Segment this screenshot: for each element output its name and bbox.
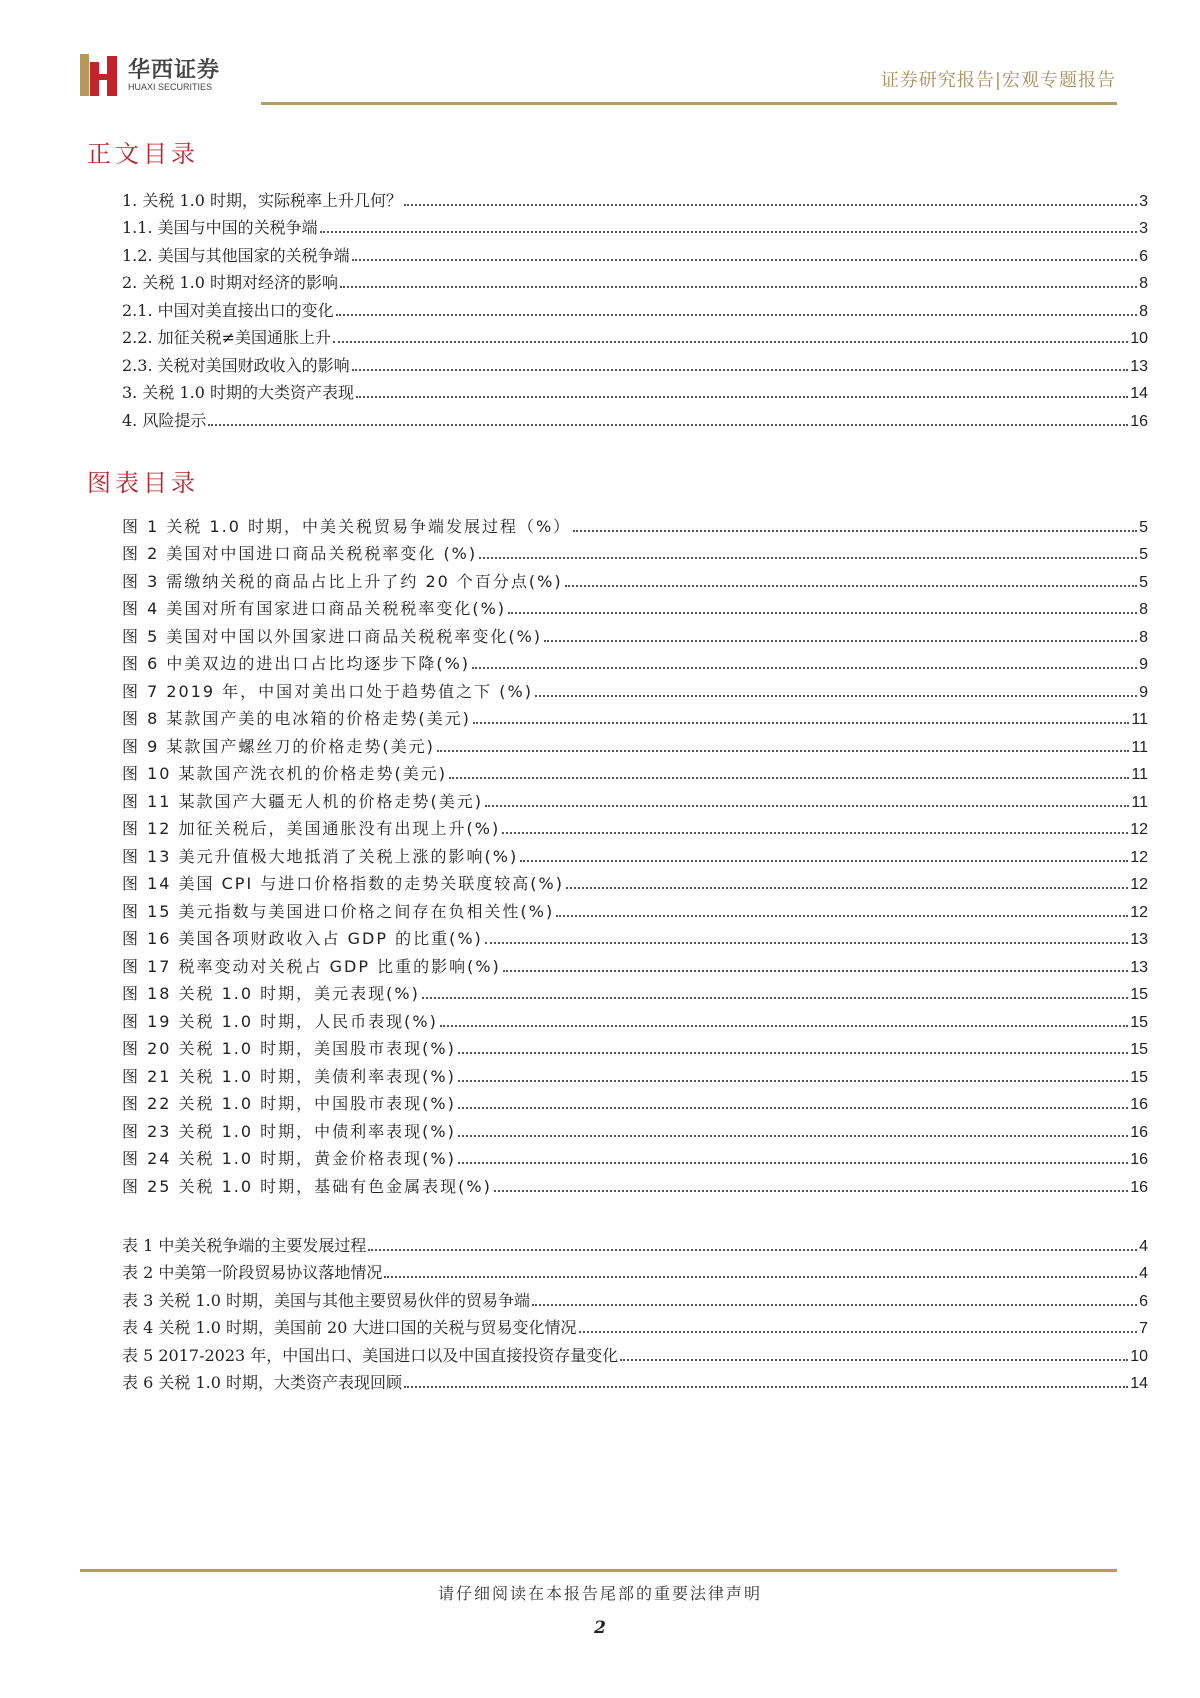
dot-leader: [437, 750, 1130, 752]
dot-leader: [502, 832, 1128, 834]
dot-leader: [458, 1135, 1128, 1137]
entry-label: 图 23 关税 1.0 时期，中债利率表现(%): [122, 1121, 456, 1141]
toc-entry[interactable]: [122, 293, 1148, 321]
entry-page: 10: [1130, 330, 1148, 347]
figure-toc-list: [122, 509, 1148, 1197]
entry-label: 表 4 关税 1.0 时期，美国前 20 大进口国的关税与贸易变化情况: [122, 1318, 577, 1337]
dot-leader: [620, 1359, 1128, 1361]
logo-mark-icon: [80, 54, 120, 96]
dot-leader: [356, 396, 1128, 398]
entry-page: 16: [1130, 412, 1148, 430]
footer-divider: [80, 1569, 1117, 1572]
dot-leader: [320, 231, 1137, 233]
entry-label: 图 9 某款国产螺丝刀的价格走势(美元): [122, 736, 435, 756]
entry-page: 7: [1139, 1320, 1148, 1337]
dot-leader: [404, 1386, 1128, 1388]
entry-label: 图 16 美国各项财政收入占 GDP 的比重(%): [122, 929, 483, 948]
dot-leader: [579, 1331, 1138, 1333]
entry-page: 11: [1131, 738, 1148, 756]
dot-leader: [458, 1080, 1128, 1082]
entry-page: 16: [1130, 1151, 1148, 1168]
entry-page: 13: [1130, 931, 1148, 948]
entry-label: 图 5 美国对中国以外国家进口商品关税税率变化(%): [122, 626, 543, 646]
dot-leader: [336, 314, 1137, 316]
entry-label: 图 3 需缴纳关税的商品占比上升了约 20 个百分点(%): [122, 571, 563, 591]
main-toc-title: 正文目录: [87, 140, 199, 168]
dot-leader: [458, 1052, 1128, 1054]
entry-label: 图 11 某款国产大疆无人机的价格走势(美元): [122, 791, 484, 811]
entry-label: 图 6 中美双边的进出口占比均逐步下降(%): [122, 654, 471, 673]
entry-page: 15: [1130, 1013, 1148, 1031]
entry-label: 2.3. 关税对美国财政收入的影响: [122, 355, 350, 375]
figure-entry[interactable]: [122, 537, 1148, 565]
dot-leader: [352, 259, 1137, 261]
entry-page: 13: [1130, 958, 1148, 976]
figure-entry[interactable]: [122, 949, 1148, 977]
header-divider: [261, 102, 1117, 105]
table-entry[interactable]: [122, 1283, 1148, 1311]
entry-page: 14: [1130, 1375, 1148, 1392]
entry-label: 图 17 税率变动对关税占 GDP 比重的影响(%): [122, 956, 501, 976]
entry-page: 12: [1130, 821, 1148, 838]
dot-leader: [485, 942, 1128, 944]
entry-label: 图 25 关税 1.0 时期，基础有色金属表现(%): [122, 1176, 492, 1196]
entry-page: 6: [1139, 247, 1148, 265]
entry-label: 4. 风险提示: [122, 410, 207, 430]
dot-leader: [333, 341, 1128, 343]
entry-page: 16: [1130, 1096, 1148, 1113]
dot-leader: [508, 612, 1137, 614]
figure-entry[interactable]: [122, 1087, 1148, 1115]
entry-label: 表 2 中美第一阶段贸易协议落地情况: [122, 1263, 383, 1282]
entry-page: 9: [1139, 656, 1148, 673]
entry-page: 16: [1130, 1178, 1148, 1196]
dot-leader: [352, 369, 1129, 371]
dot-leader: [384, 1276, 1137, 1278]
entry-label: 2.2. 加征关税≠美国通胀上升: [122, 328, 332, 347]
entry-page: 15: [1130, 1068, 1148, 1086]
entry-label: 图 13 美元升值极大地抵消了关税上涨的影响(%): [122, 846, 519, 866]
entry-label: 图 20 关税 1.0 时期，美国股市表现(%): [122, 1039, 456, 1058]
table-toc-list: [122, 1228, 1148, 1393]
toc-entry[interactable]: [122, 321, 1148, 349]
huaxi-logo: [80, 54, 220, 96]
dot-leader: [565, 585, 1138, 587]
entry-label: 图 18 关税 1.0 时期，美元表现(%): [122, 984, 420, 1003]
entry-page: 4: [1139, 1237, 1148, 1255]
entry-label: 2. 关税 1.0 时期对经济的影响: [122, 273, 338, 292]
entry-page: 9: [1139, 683, 1148, 701]
figure-entry[interactable]: [122, 812, 1148, 840]
dot-leader: [449, 777, 1129, 779]
figure-entry[interactable]: [122, 867, 1148, 895]
entry-label: 表 3 关税 1.0 时期，美国与其他主要贸易伙伴的贸易争端: [122, 1290, 530, 1310]
dot-leader: [340, 286, 1137, 288]
entry-page: 5: [1139, 518, 1148, 536]
figure-entry[interactable]: [122, 1142, 1148, 1170]
figure-entry[interactable]: [122, 564, 1148, 592]
entry-page: 8: [1139, 275, 1148, 292]
figure-entry[interactable]: [122, 592, 1148, 620]
dot-leader: [573, 530, 1137, 532]
dot-leader: [503, 970, 1128, 972]
entry-label: 1.2. 美国与其他国家的关税争端: [122, 245, 350, 265]
entry-label: 1.1. 美国与中国的关税争端: [122, 218, 318, 237]
logo-name-cn: 华西证券: [128, 57, 221, 83]
table-entry[interactable]: [122, 1256, 1148, 1284]
dot-leader: [556, 915, 1128, 917]
figure-entry[interactable]: [122, 1059, 1148, 1087]
entry-page: 14: [1130, 385, 1148, 402]
figure-entry[interactable]: [122, 784, 1148, 812]
figure-entry[interactable]: [122, 894, 1148, 922]
figure-entry[interactable]: [122, 509, 1148, 537]
dot-leader: [479, 557, 1137, 559]
entry-page: 3: [1139, 220, 1148, 237]
entry-page: 4: [1139, 1265, 1148, 1282]
entry-label: 表 1 中美关税争端的主要发展过程: [122, 1235, 367, 1255]
entry-label: 1. 关税 1.0 时期，实际税率上升几何？: [122, 190, 402, 210]
dot-leader: [520, 860, 1128, 862]
report-type: 证券研究报告|宏观专题报告: [880, 70, 1116, 91]
entry-label: 表 5 2017-2023 年，中国出口、美国进口以及中国直接投资存量变化: [122, 1345, 619, 1365]
dot-leader: [535, 695, 1137, 697]
figure-entry[interactable]: [122, 757, 1148, 785]
dot-leader: [532, 1304, 1137, 1306]
dot-leader: [544, 640, 1137, 642]
entry-label: 图 19 关税 1.0 时期，人民币表现(%): [122, 1011, 438, 1031]
entry-label: 3. 关税 1.0 时期的大类资产表现: [122, 383, 354, 402]
entry-page: 12: [1130, 876, 1148, 893]
entry-page: 8: [1139, 601, 1148, 618]
dot-leader: [422, 997, 1128, 999]
entry-label: 图 12 加征关税后，美国通胀没有出现上升(%): [122, 819, 501, 838]
figure-entry[interactable]: [122, 1004, 1148, 1032]
table-entry[interactable]: [122, 1228, 1148, 1256]
figure-entry[interactable]: [122, 619, 1148, 647]
entry-page: 5: [1139, 546, 1148, 563]
entry-label: 图 21 关税 1.0 时期，美债利率表现(%): [122, 1066, 456, 1086]
entry-page: 11: [1131, 793, 1148, 811]
toc-entry[interactable]: [122, 238, 1148, 266]
entry-page: 12: [1130, 848, 1148, 866]
entry-label: 图 10 某款国产洗衣机的价格走势(美元): [122, 764, 448, 783]
entry-label: 图 15 美元指数与美国进口价格之间存在负相关性(%): [122, 901, 555, 921]
figure-entry[interactable]: [122, 647, 1148, 675]
figure-entry[interactable]: [122, 1114, 1148, 1142]
entry-page: 8: [1139, 628, 1148, 646]
toc-entry[interactable]: [122, 211, 1148, 239]
figure-entry[interactable]: [122, 1032, 1148, 1060]
entry-label: 2.1. 中国对美直接出口的变化: [122, 300, 334, 320]
entry-label: 图 7 2019 年，中国对美出口处于趋势值之下 (%): [122, 681, 533, 701]
entry-page: 16: [1130, 1123, 1148, 1141]
dot-leader: [404, 204, 1137, 206]
footer-disclaimer: 请仔细阅读在本报告尾部的重要法律声明: [437, 1584, 762, 1603]
toc-entry[interactable]: [122, 348, 1148, 376]
toc-entry[interactable]: [122, 376, 1148, 404]
entry-label: 图 8 某款国产美的电冰箱的价格走势(美元): [122, 709, 471, 728]
entry-page: 8: [1139, 302, 1148, 320]
figure-entry[interactable]: [122, 702, 1148, 730]
figure-entry[interactable]: [122, 729, 1148, 757]
main-toc-list: [122, 183, 1148, 431]
dot-leader: [440, 1025, 1128, 1027]
dot-leader: [458, 1107, 1128, 1109]
figure-entry[interactable]: [122, 977, 1148, 1005]
dot-leader: [368, 1249, 1137, 1251]
table-entry[interactable]: [122, 1311, 1148, 1339]
dot-leader: [208, 424, 1128, 426]
dot-leader: [566, 887, 1128, 889]
logo-name-en: HUAXI SECURITIES: [128, 82, 213, 92]
dot-leader: [473, 722, 1130, 724]
toc-entry[interactable]: [122, 266, 1148, 294]
dot-leader: [472, 667, 1137, 669]
entry-page: 11: [1131, 766, 1148, 783]
entry-page: 15: [1130, 1041, 1148, 1058]
figure-entry[interactable]: [122, 922, 1148, 950]
entry-page: 13: [1130, 357, 1148, 375]
entry-page: 5: [1139, 573, 1148, 591]
toc-entry[interactable]: [122, 403, 1148, 431]
toc-entry[interactable]: [122, 183, 1148, 211]
dot-leader: [458, 1162, 1128, 1164]
entry-label: 图 24 关税 1.0 时期，黄金价格表现(%): [122, 1149, 456, 1168]
dot-leader: [494, 1190, 1128, 1192]
entry-page: 15: [1130, 986, 1148, 1003]
entry-label: 图 4 美国对所有国家进口商品关税税率变化(%): [122, 599, 507, 618]
entry-label: 图 14 美国 CPI 与进口价格指数的走势关联度较高(%): [122, 874, 564, 893]
page-number: 2: [594, 1618, 606, 1638]
entry-page: 12: [1130, 903, 1148, 921]
figure-entry[interactable]: [122, 1169, 1148, 1197]
entry-page: 10: [1130, 1347, 1148, 1365]
table-entry[interactable]: [122, 1366, 1148, 1394]
table-entry[interactable]: [122, 1338, 1148, 1366]
entry-page: 3: [1139, 192, 1148, 210]
figure-toc-title: 图表目录: [87, 469, 199, 497]
entry-label: 表 6 关税 1.0 时期，大类资产表现回顾: [122, 1373, 402, 1392]
figure-entry[interactable]: [122, 839, 1148, 867]
entry-label: 图 22 关税 1.0 时期，中国股市表现(%): [122, 1094, 456, 1113]
entry-page: 6: [1139, 1292, 1148, 1310]
entry-page: 11: [1131, 711, 1148, 728]
entry-label: 图 2 美国对中国进口商品关税税率变化 (%): [122, 544, 478, 563]
figure-entry[interactable]: [122, 674, 1148, 702]
dot-leader: [485, 805, 1129, 807]
entry-label: 图 1 关税 1.0 时期，中美关税贸易争端发展过程（%）: [122, 516, 572, 536]
